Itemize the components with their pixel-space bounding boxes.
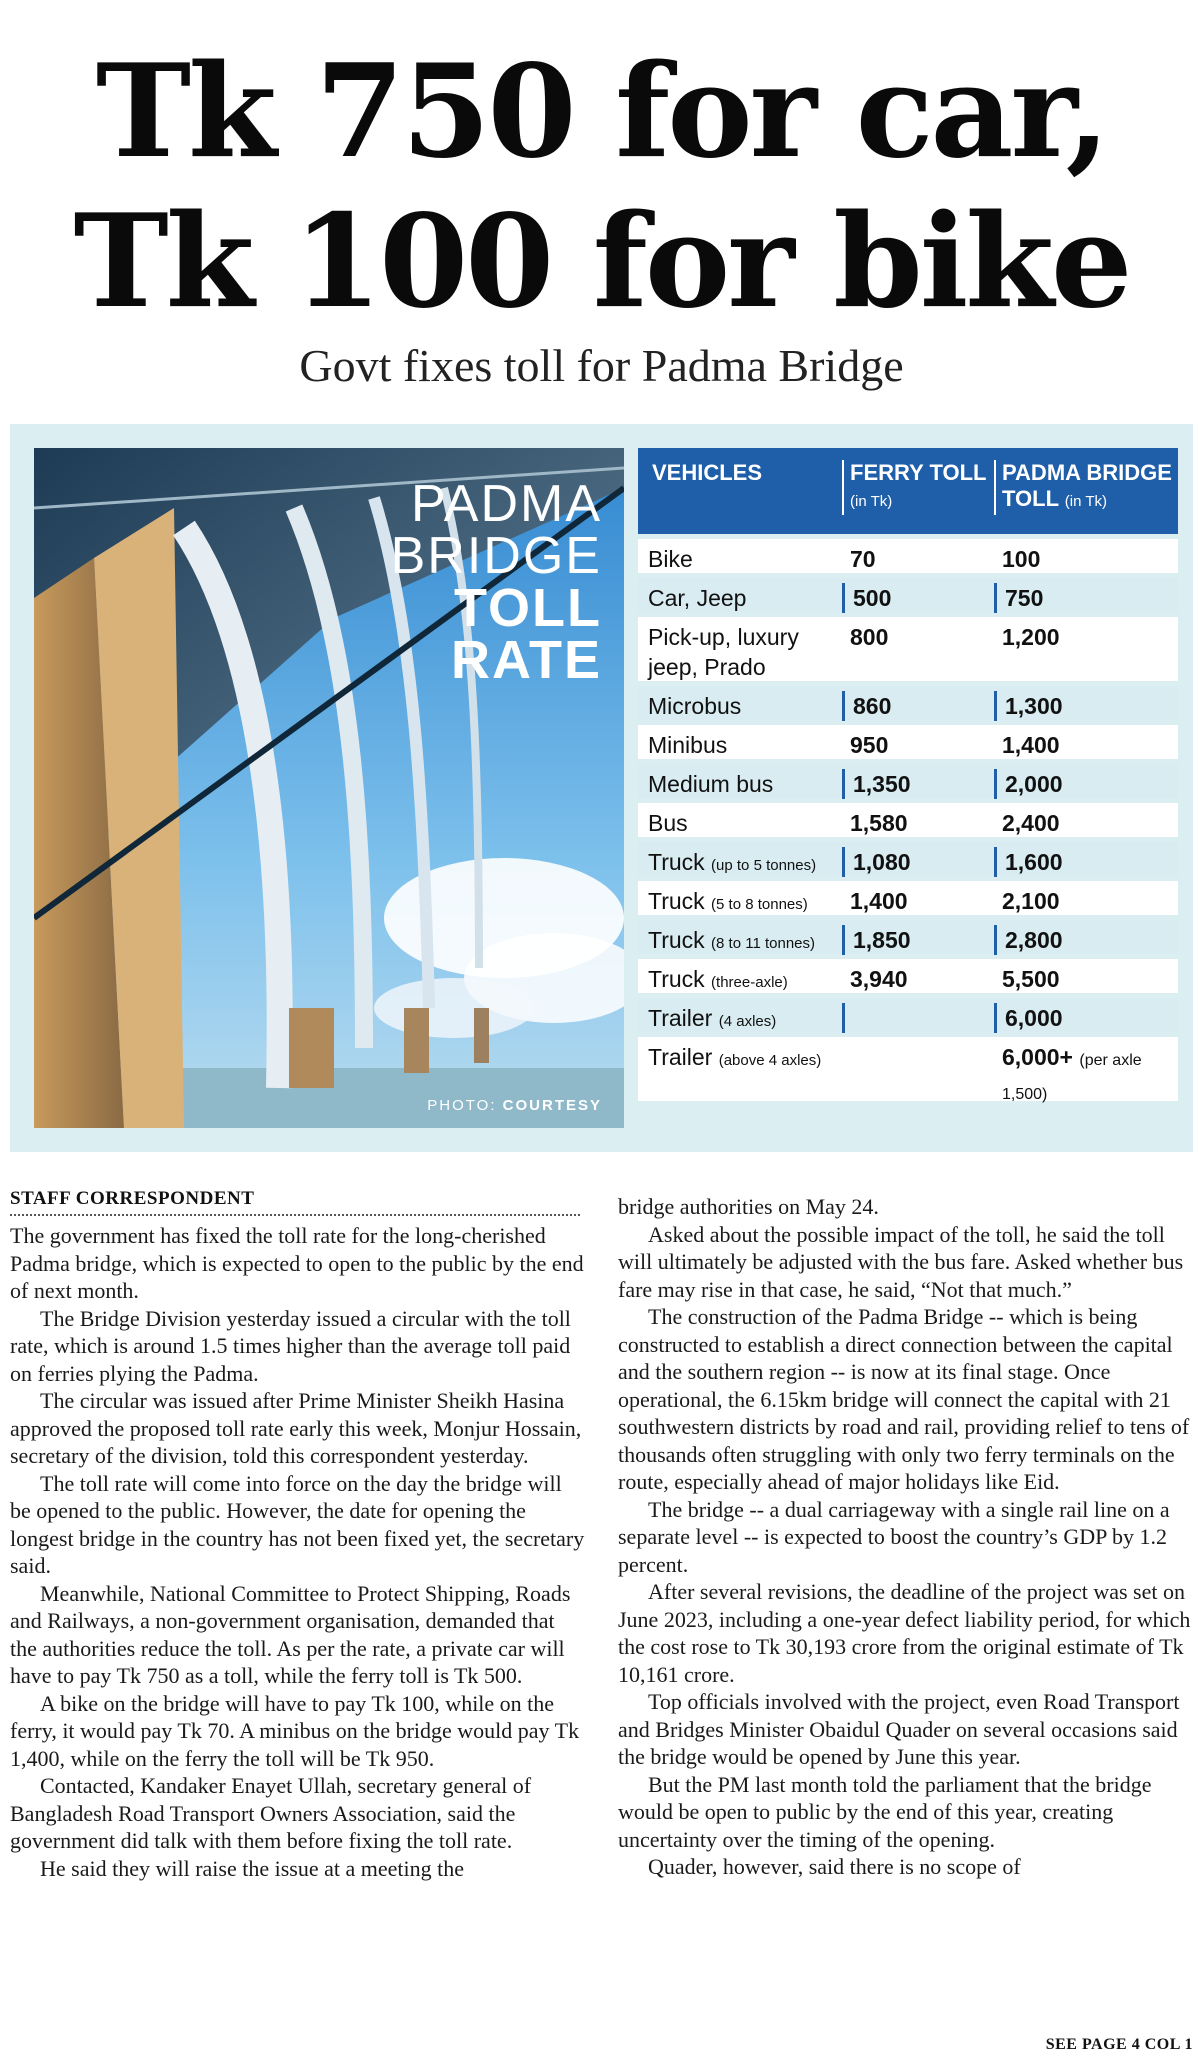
vehicle-cell: Truck (5 to 8 tonnes) (648, 888, 808, 914)
table-row (638, 686, 1178, 720)
subheadline: Govt fixes toll for Padma Bridge (299, 340, 904, 391)
ferry-cell: 800 (850, 624, 889, 650)
bridge-cell: 5,500 (1002, 966, 1060, 992)
graphic-title-line-2: BRIDGE (390, 527, 602, 585)
byline-divider (10, 1214, 580, 1216)
table-body (638, 539, 1178, 1101)
vehicle-cell: Medium bus (648, 771, 774, 797)
ferry-cell: 1,580 (850, 810, 908, 836)
padma-bridge-photo (34, 448, 624, 1128)
table-row (638, 617, 1178, 681)
header-ferry-toll (842, 460, 987, 515)
table-row (638, 881, 1178, 915)
toll-rate-graphic (10, 424, 1193, 1152)
article-column-1 (10, 1222, 585, 1882)
table-row (638, 842, 1178, 876)
photo-credit-value: COURTESY (502, 1097, 602, 1114)
paragraph: Quader, however, said there is no scope of (648, 1854, 1021, 1879)
graphic-title-line-3: TOLL (454, 578, 602, 638)
ferry-cell: 1,400 (850, 888, 908, 914)
bridge-cell: 1,200 (1002, 624, 1060, 650)
table-row (638, 920, 1178, 954)
photo-credit (427, 1097, 602, 1114)
paragraph: Top officials involved with the project, even Road Transport and Bridges Minister Obaidul Quader on several occasions said the bridge would be opened by June this year. (618, 1689, 1180, 1769)
ferry-cell: 70 (850, 546, 876, 572)
ferry-cell: 860 (842, 691, 891, 721)
continued-on-label: SEE PAGE 4 COL 1 (1045, 2036, 1193, 2053)
table-row (638, 803, 1178, 837)
graphic-title-line-4: RATE (451, 630, 602, 690)
paragraph: Asked about the possible impact of the toll, he said the toll will ultimately be adjusted with the bus fare. Asked whether bus fare may rise in that case, he said, “Not that much.” (618, 1221, 1184, 1302)
table-header (638, 448, 1178, 534)
bridge-cell: 100 (1002, 546, 1041, 572)
header-bridge-label-1: PADMA BRIDGE (1002, 460, 1172, 485)
vehicle-cell: Trailer (4 axles) (648, 1005, 777, 1031)
ferry-cell: 500 (842, 583, 891, 613)
photo-credit-label: PHOTO: (427, 1097, 497, 1114)
toll-rate-table (638, 448, 1178, 1101)
bridge-cell: 2,400 (1002, 810, 1060, 836)
table-row (638, 1037, 1178, 1101)
ferry-cell: 1,080 (842, 847, 911, 877)
table-row (638, 764, 1178, 798)
paragraph: The toll rate will come into force on the day the bridge will be opened to the public. However, the date for opening the longest bridge in the country has not been fixed yet, the secretary said. (10, 1470, 585, 1578)
bridge-cell: 2,100 (1002, 888, 1060, 914)
header-ferry-unit: (in Tk) (850, 493, 893, 510)
ferry-cell: 950 (850, 732, 889, 758)
bridge-note: (per axle 1,500) (1002, 1052, 1142, 1103)
vehicle-cell: Minibus (648, 732, 728, 758)
vehicle-cell: Car, Jeep (648, 585, 747, 611)
paragraph: The construction of the Padma Bridge -- which is being constructed to establish a direct connection between the capital and the southern region -- is now at its final stage. Once operational, the 6.15km bridge will connect the capital with 21 southwestern districts by road and rail, providing relief to tens of thousands often struggling with only two ferry terminals on the route, especially ahead of major holidays like Eid. (618, 1304, 1190, 1494)
vehicle-cell: Truck (up to 5 tonnes) (648, 849, 817, 875)
ferry-cell (842, 1003, 853, 1033)
ferry-cell: 1,850 (842, 925, 911, 955)
paragraph: The government has fixed the toll rate for the long-cherished Padma bridge, which is expected to open to the public by the end of next month. (10, 1223, 584, 1303)
bridge-cell: 1,300 (994, 691, 1174, 721)
header-bridge-unit: (in Tk) (1064, 493, 1107, 510)
vehicle-cell: Truck (8 to 11 tonnes) (648, 927, 815, 953)
vehicle-cell: Trailer (above 4 axles) (648, 1044, 822, 1070)
paragraph: A bike on the bridge will have to pay Tk 100, while on the ferry, it would pay Tk 70. A minibus on the bridge would pay Tk 1,400, while on the ferry the toll will be Tk 950. (10, 1690, 580, 1771)
paragraph: Contacted, Kandaker Enayet Ullah, secretary general of Bangladesh Road Transport Owners Association, said the government did talk with them before fixing the toll rate. (10, 1773, 532, 1853)
bridge-cell: 1,600 (994, 847, 1174, 877)
bridge-cell (994, 1042, 1174, 1110)
bridge-cell: 2,000 (994, 769, 1174, 799)
header-vehicles: VEHICLES (652, 460, 763, 485)
paragraph: The bridge -- a dual carriageway with a single rail line on a separate level -- is expected to boost the country’s GDP by 1.2 percent. (618, 1496, 1170, 1577)
header-bridge-toll (994, 460, 1172, 515)
article-column-2 (618, 1193, 1196, 1881)
bridge-cell: 750 (994, 583, 1174, 613)
vehicle-cell: Microbus (648, 693, 742, 719)
byline: STAFF CORRESPONDENT (10, 1188, 255, 1209)
bridge-value: 6,000+ (1002, 1044, 1073, 1070)
table-row (638, 959, 1178, 993)
vehicle-cell: Bike (648, 546, 693, 572)
paragraph: But the PM last month told the parliament that the bridge would be open to public by the end of this year, creating uncertainty over the timing of the opening. (618, 1771, 1152, 1852)
bridge-cell: 2,800 (994, 925, 1174, 955)
table-row (638, 725, 1178, 759)
vehicle-cell: Pick-up, luxury jeep, Prado (648, 624, 799, 680)
paragraph: The Bridge Division yesterday issued a circular with the toll rate, which is around 1.5 times higher than the average toll paid on ferries plying the Padma. (10, 1305, 571, 1386)
vehicle-cell: Bus (648, 810, 688, 836)
graphic-title-line-1: PADMA (410, 475, 602, 533)
bridge-cell: 6,000 (994, 1003, 1174, 1033)
header-bridge-label-2: TOLL (1002, 486, 1059, 511)
vehicle-cell: Truck (three-axle) (648, 966, 788, 992)
headline-line-1: Tk 750 for car, (95, 37, 1108, 187)
ferry-cell: 1,350 (842, 769, 911, 799)
table-row (638, 578, 1178, 612)
ferry-cell: 3,940 (850, 966, 908, 992)
graphic-title (390, 475, 602, 690)
headline-line-2: Tk 100 for bike (73, 187, 1130, 337)
table-row (638, 998, 1178, 1032)
paragraph: He said they will raise the issue at a meeting the (40, 1855, 464, 1881)
bridge-cell: 1,400 (1002, 732, 1060, 758)
table-row (638, 539, 1178, 573)
paragraph: Meanwhile, National Committee to Protect Shipping, Roads and Railways, a non-government organisation, demanded that the authorities reduce the toll. As per the rate, a private car will have to pay Tk 750 as a toll, while the ferry toll is Tk 500. (10, 1580, 571, 1688)
paragraph: bridge authorities on May 24. (618, 1194, 879, 1219)
paragraph: The circular was issued after Prime Minister Sheikh Hasina approved the proposed toll rate early this week, Monjur Hossain, secretary of the division, told this correspondent yesterday. (10, 1388, 582, 1468)
paragraph: After several revisions, the deadline of the project was set on June 2023, including a one-year defect liability period, for which the cost rose to Tk 30,193 crore from the original estimate of Tk 10,161 crore. (618, 1579, 1191, 1687)
header-ferry-label: FERRY TOLL (850, 460, 987, 485)
